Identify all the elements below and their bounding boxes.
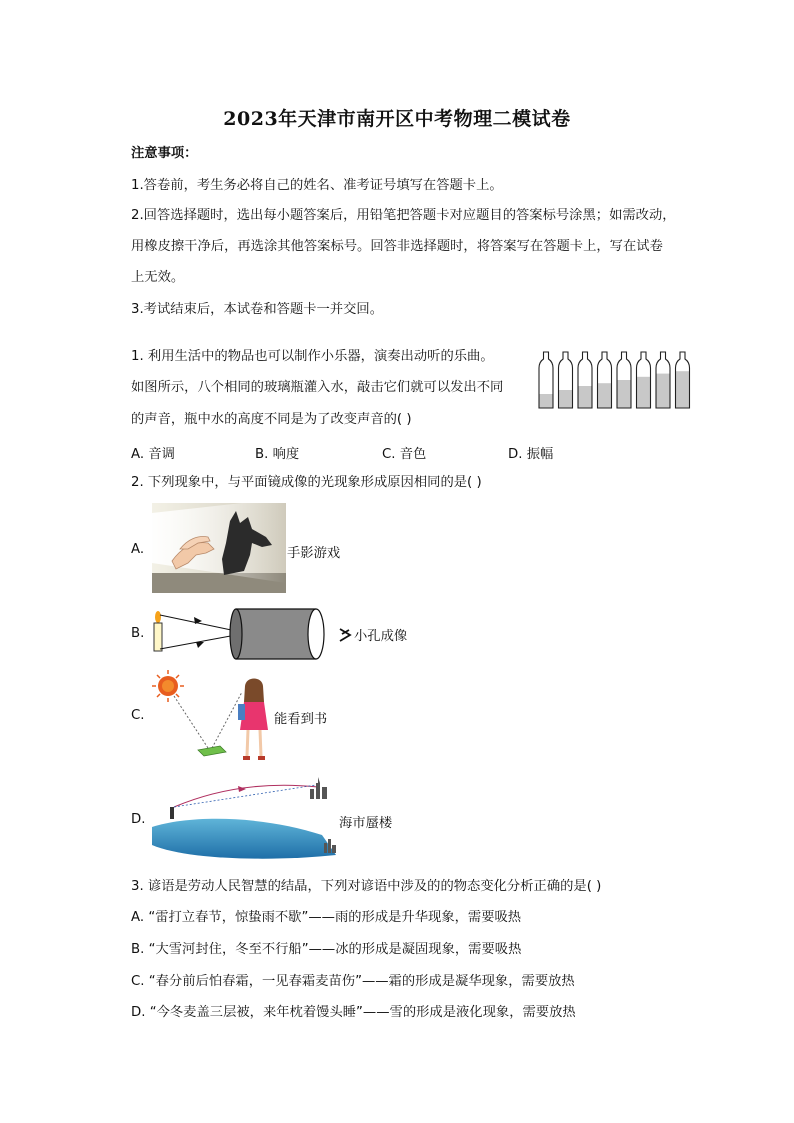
glass-bottle — [676, 352, 690, 408]
q3-option-d[interactable]: D. “今冬麦盖三层被，来年枕着馒头睡”——雪的形成是液化现象，需要放热 — [131, 1005, 576, 1020]
q1-stem-line: 1. 利用生活中的物品也可以制作小乐器，演奏出动听的乐曲。 — [131, 349, 494, 364]
glass-bottle — [578, 352, 592, 408]
q2-option-a-letter[interactable]: A. — [131, 542, 145, 557]
girl-sees-book-image — [150, 668, 274, 764]
q2-option-d-letter[interactable]: D. — [131, 812, 146, 827]
q1-stem-line: 如图所示，八个相同的玻璃瓶灌入水，敲击它们就可以发出不同 — [131, 380, 504, 395]
notice-item: 1.答卷前，考生务必将自己的姓名、准考证号填写在答题卡上。 — [131, 178, 503, 193]
q2-option-c-letter[interactable]: C. — [131, 708, 145, 723]
water-bottles-image — [535, 350, 695, 412]
mirage-image — [150, 775, 344, 861]
notice-item: 2.回答选择题时，选出每小题答案后，用铅笔把答题卡对应题目的答案标号涂黑；如需改动， — [131, 208, 676, 223]
glass-bottle — [656, 352, 670, 408]
q1-option-a[interactable]: A. 音调 — [131, 447, 175, 462]
q2-option-d-label[interactable]: 海市蜃楼 — [339, 816, 393, 831]
q2-option-b-label[interactable]: 小孔成像 — [354, 629, 408, 644]
q3-stem: 3. 谚语是劳动人民智慧的结晶，下列对谚语中涉及的的物态变化分析正确的是( ) — [131, 879, 602, 894]
bottle-water — [637, 377, 651, 408]
notice-item: 用橡皮擦干净后，再选涂其他答案标号。回答非选择题时，将答案写在答题卡上，写在试卷 — [131, 239, 663, 254]
q3-option-c[interactable]: C. “春分前后怕春霜，一见春霜麦苗伤”——霜的形成是凝华现象，需要放热 — [131, 974, 575, 989]
q3-option-b[interactable]: B. “大雪河封住，冬至不行船”——冰的形成是凝固现象，需要吸热 — [131, 942, 522, 957]
exam-title: 2023年天津市南开区中考物理二模试卷 — [223, 108, 571, 130]
glass-bottle — [637, 352, 651, 408]
bottle-water — [598, 383, 612, 408]
glass-bottle — [559, 352, 573, 408]
q3-option-a[interactable]: A. “雷打立春节，惊蛰雨不歇”——雨的形成是升华现象，需要吸热 — [131, 910, 522, 925]
glass-bottle — [617, 352, 631, 408]
glass-bottle — [539, 352, 553, 408]
bottle-water — [656, 374, 670, 408]
q2-option-c-label[interactable]: 能看到书 — [274, 712, 328, 727]
bottle-water — [559, 390, 573, 408]
bottle-water — [578, 386, 592, 408]
pinhole-camera-image — [150, 605, 360, 663]
q2-stem: 2. 下列现象中，与平面镜成像的光现象形成原因相同的是( ) — [131, 475, 482, 490]
notice-item: 上无效。 — [131, 270, 185, 285]
notice-item: 3.考试结束后，本试卷和答题卡一并交回。 — [131, 302, 384, 317]
bottle-water — [617, 380, 631, 408]
notice-heading: 注意事项： — [131, 146, 198, 161]
q2-option-b-letter[interactable]: B. — [131, 626, 145, 641]
glass-bottle — [598, 352, 612, 408]
bottle-water — [539, 394, 553, 408]
q2-option-a-label[interactable]: 手影游戏 — [287, 546, 341, 561]
q1-option-c[interactable]: C. 音色 — [382, 447, 427, 462]
q1-option-d[interactable]: D. 振幅 — [508, 447, 554, 462]
q1-option-b[interactable]: B. 响度 — [255, 447, 300, 462]
hand-shadow-image — [152, 503, 286, 593]
q1-stem-line: 的声音，瓶中水的高度不同是为了改变声音的( ) — [131, 412, 412, 427]
bottle-water — [676, 371, 690, 408]
